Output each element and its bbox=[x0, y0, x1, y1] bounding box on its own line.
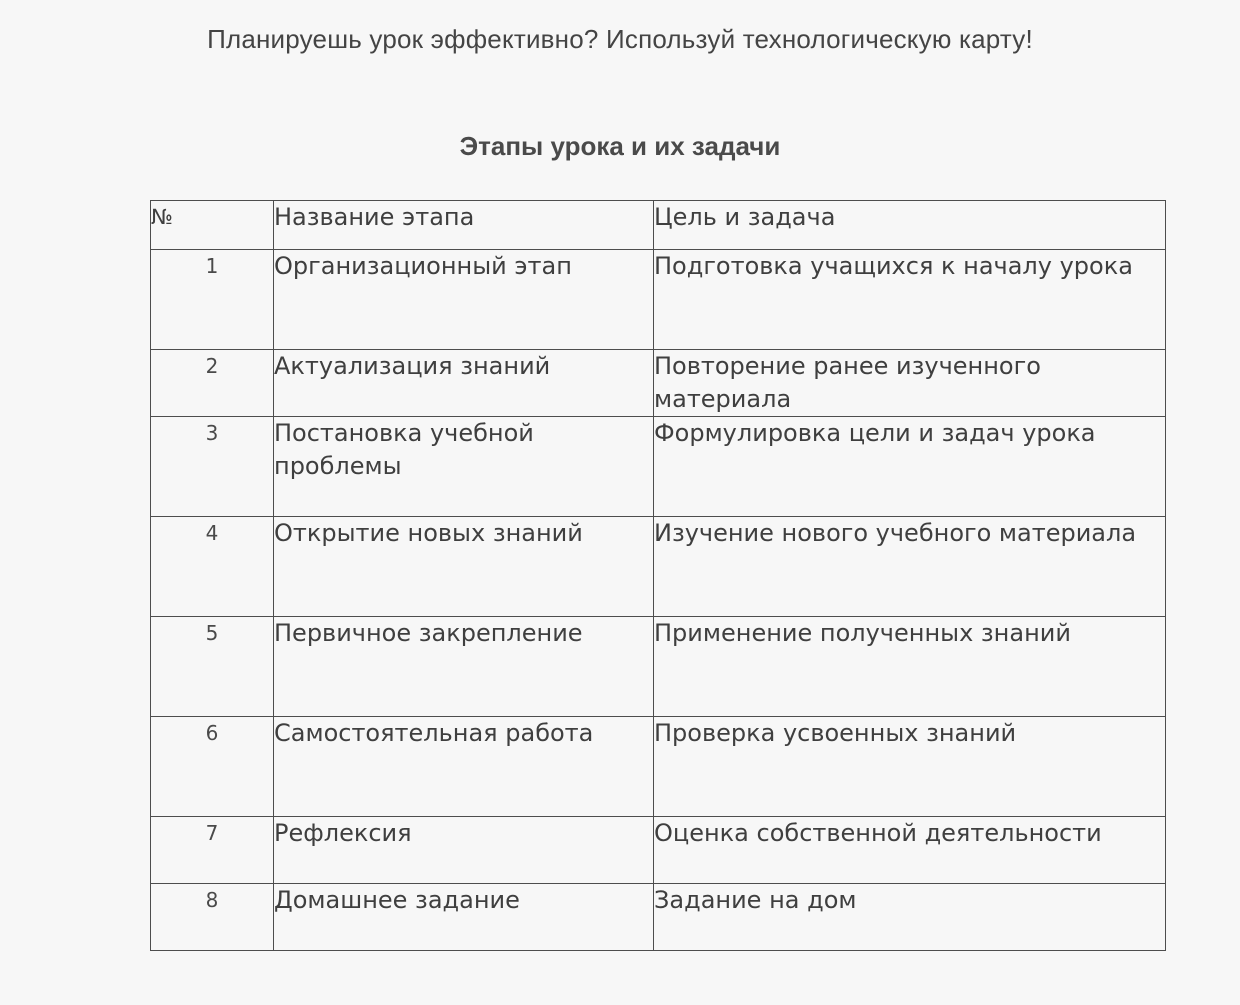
row-number: 7 bbox=[151, 817, 274, 884]
page-subtitle: Планируешь урок эффективно? Используй технологическую карту! bbox=[207, 24, 1033, 54]
stage-name: Рефлексия bbox=[274, 817, 654, 884]
row-number: 1 bbox=[151, 250, 274, 350]
stage-name: Домашнее задание bbox=[274, 884, 654, 951]
stage-goal: Изучение нового учебного материала bbox=[654, 517, 1166, 617]
stage-name: Открытие новых знаний bbox=[274, 517, 654, 617]
table-row bbox=[151, 250, 1166, 350]
table-header-row bbox=[151, 201, 1166, 250]
row-number: 8 bbox=[151, 884, 274, 951]
table-row bbox=[151, 884, 1166, 951]
table-row bbox=[151, 350, 1166, 417]
column-header-stage-name: Название этапа bbox=[274, 201, 654, 250]
row-number: 3 bbox=[151, 417, 274, 517]
stage-goal: Проверка усвоенных знаний bbox=[654, 717, 1166, 817]
stage-name: Актуализация знаний bbox=[274, 350, 654, 417]
stage-name: Самостоятельная работа bbox=[274, 717, 654, 817]
stage-goal: Подготовка учащихся к началу урока bbox=[654, 250, 1166, 350]
stage-name: Первичное закрепление bbox=[274, 617, 654, 717]
column-header-number: № bbox=[151, 201, 274, 250]
row-number: 4 bbox=[151, 517, 274, 617]
row-number: 2 bbox=[151, 350, 274, 417]
lesson-stages-table bbox=[150, 200, 1166, 951]
page-title: Этапы урока и их задачи bbox=[459, 131, 781, 161]
stage-goal: Формулировка цели и задач урока bbox=[654, 417, 1166, 517]
table-row bbox=[151, 617, 1166, 717]
row-number: 6 bbox=[151, 717, 274, 817]
stage-name: Организационный этап bbox=[274, 250, 654, 350]
table-row bbox=[151, 717, 1166, 817]
table-row bbox=[151, 517, 1166, 617]
stage-name: Постановка учебной проблемы bbox=[274, 417, 654, 517]
stage-goal: Применение полученных знаний bbox=[654, 617, 1166, 717]
row-number: 5 bbox=[151, 617, 274, 717]
table-row bbox=[151, 417, 1166, 517]
table-row bbox=[151, 817, 1166, 884]
stage-goal: Задание на дом bbox=[654, 884, 1166, 951]
stage-goal: Повторение ранее изученного материала bbox=[654, 350, 1166, 417]
stage-goal: Оценка собственной деятельности bbox=[654, 817, 1166, 884]
column-header-goal: Цель и задача bbox=[654, 201, 1166, 250]
